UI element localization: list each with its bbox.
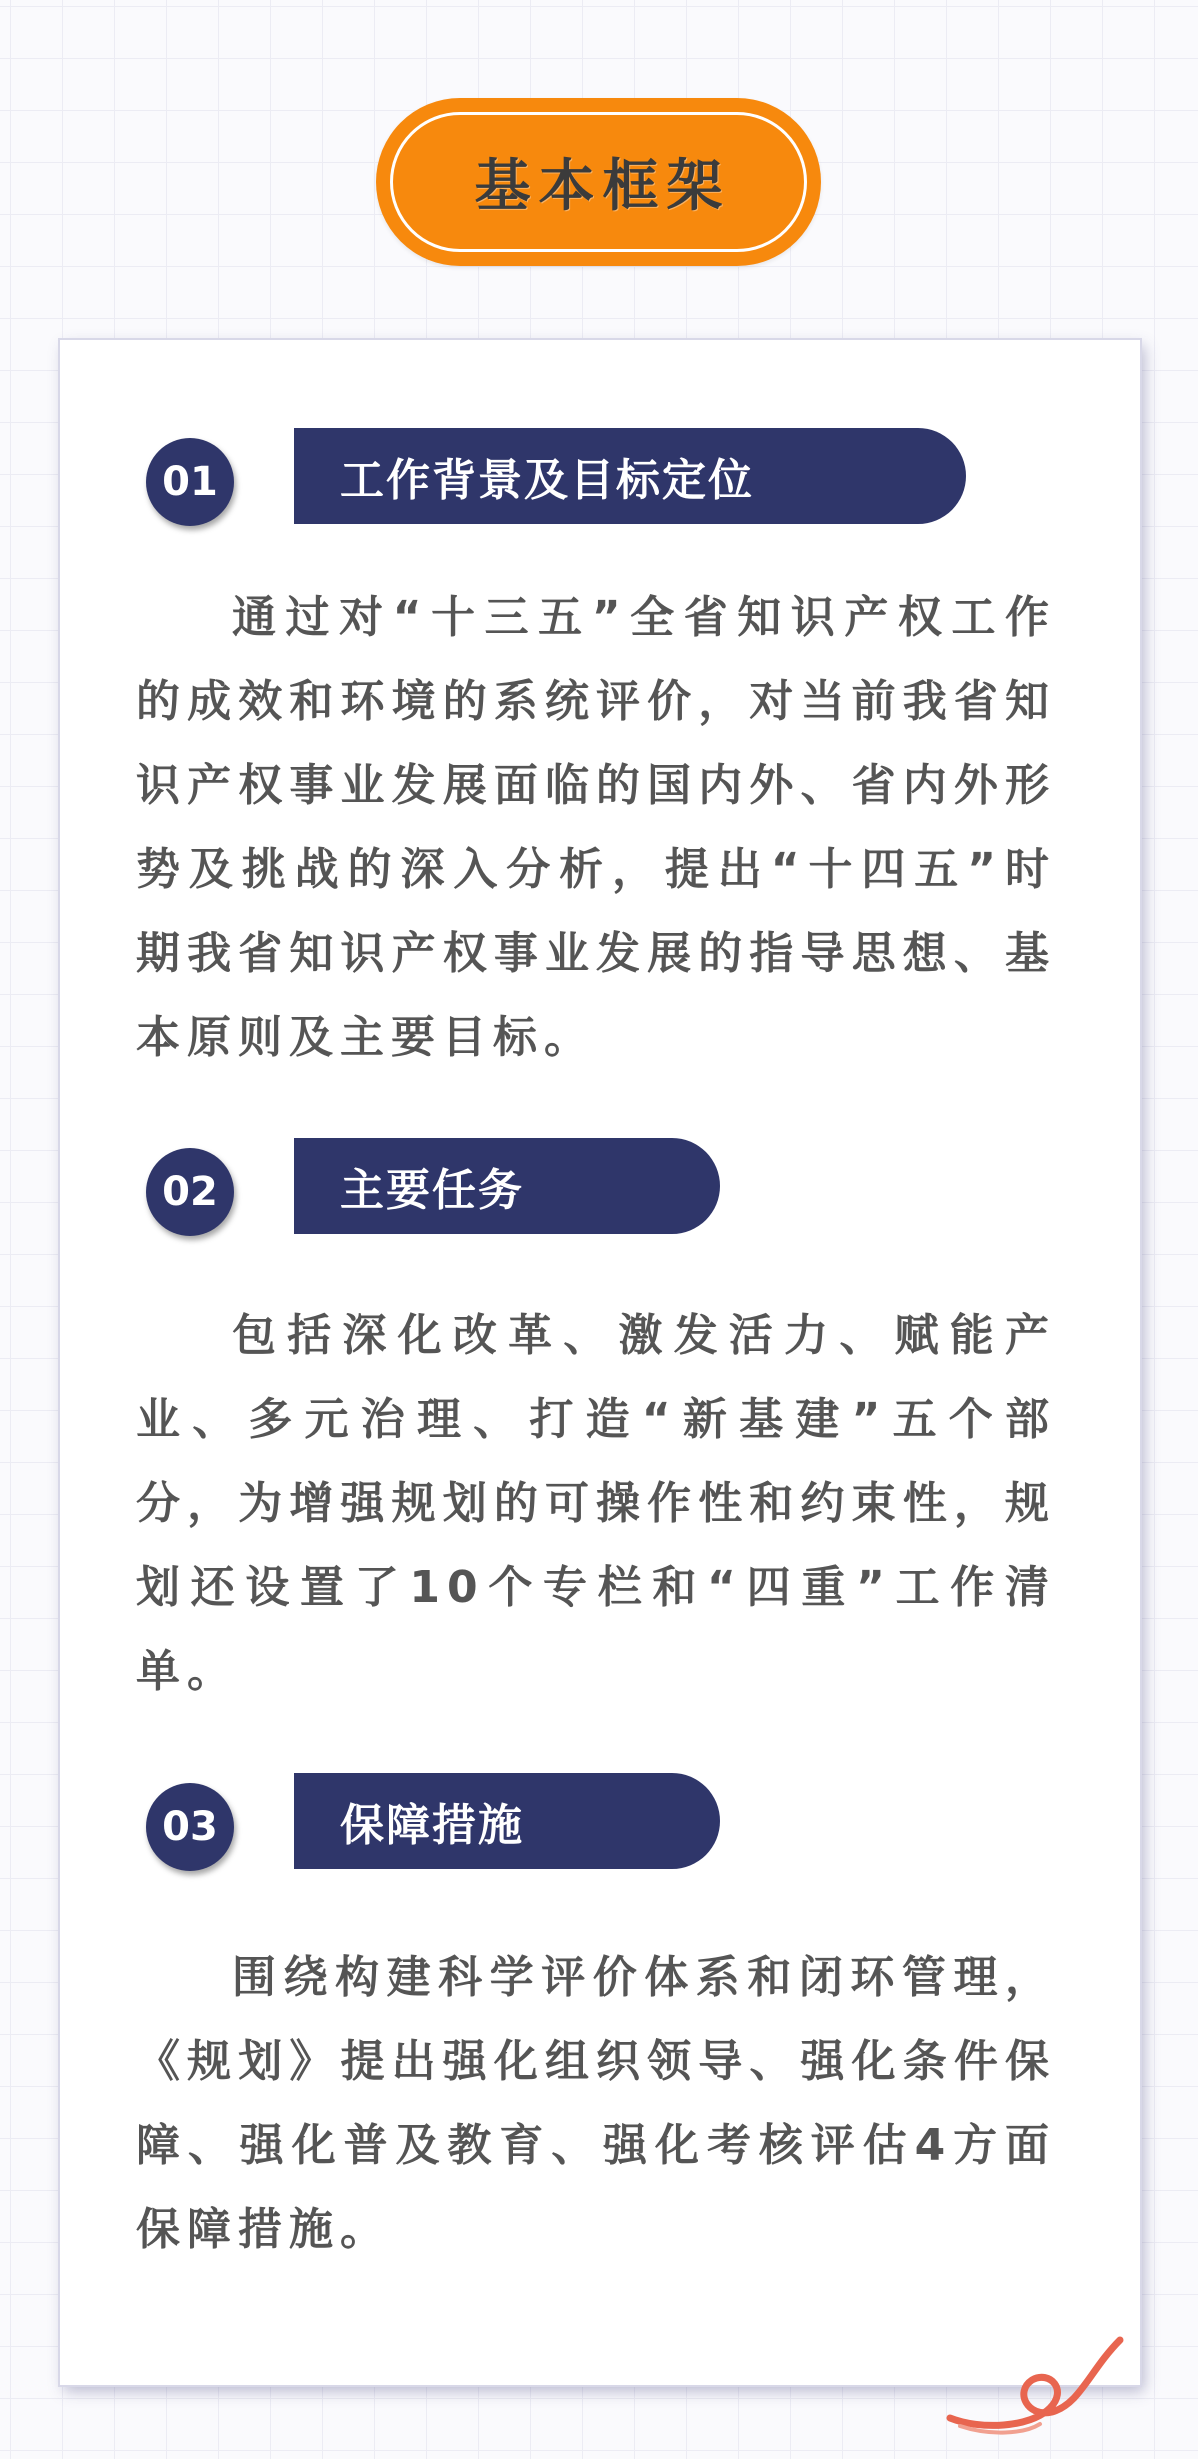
- section-body: 围绕构建科学评价体系和闭环管理，《规划》提出强化组织领导、强化条件保障、强化普及教育、强化考核评估4方面保障措施。: [136, 1952, 1056, 2255]
- section-body: 通过对“十三五”全省知识产权工作的成效和环境的系统评价，对当前我省知识产权事业发展面临的国内外、省内外形势及挑战的深入分析，提出“十四五”时期我省知识产权事业发展的指导思想、基本原则及主要目标。: [136, 592, 1056, 1063]
- ribbon-swirl-icon: [940, 2300, 1140, 2440]
- title-badge: [376, 98, 821, 266]
- section-number-badge: 03: [146, 1783, 234, 1871]
- section-body: 包括深化改革、激发活力、赋能产业、多元治理、打造“新基建”五个部分，为增强规划的可操作性和约束性，规划还设置了10个专栏和“四重”工作清单。: [136, 1310, 1056, 1697]
- section-number-badge: 02: [146, 1148, 234, 1236]
- section-heading: 工作背景及目标定位: [294, 428, 966, 524]
- section-number-badge: 01: [146, 438, 234, 526]
- section-heading: 主要任务: [294, 1138, 720, 1234]
- page-title: 基本框架: [474, 154, 731, 219]
- section-heading: 保障措施: [294, 1773, 720, 1869]
